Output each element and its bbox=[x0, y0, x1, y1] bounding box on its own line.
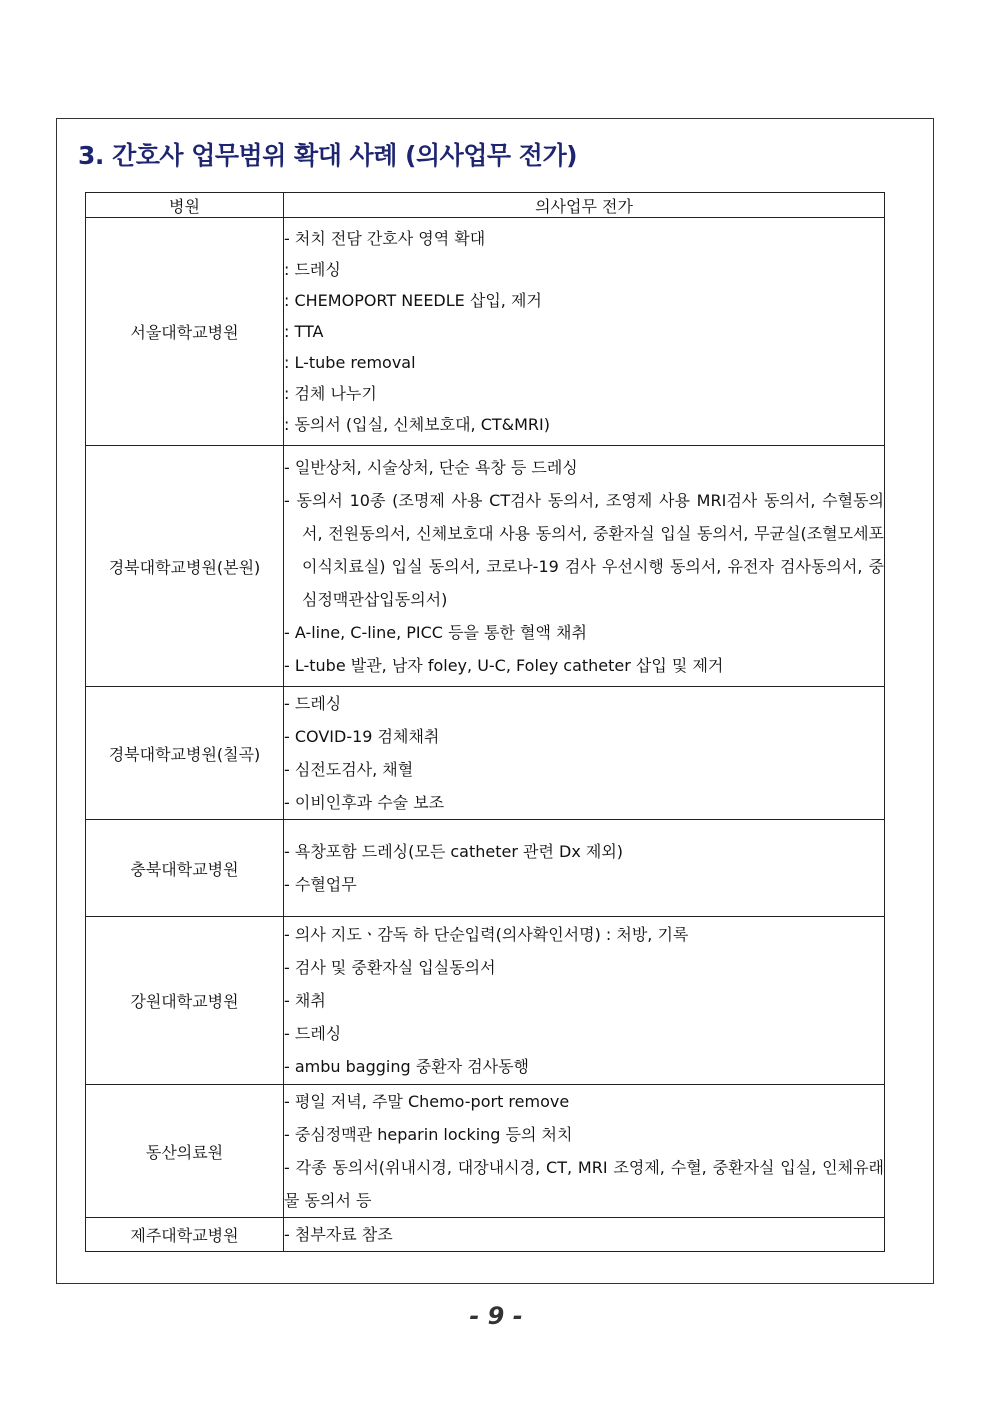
list-item: : CHEMOPORT NEEDLE 삽입, 제거 bbox=[284, 291, 542, 310]
section-heading: 3. 간호사 업무범위 확대 사례 (의사업무 전가) bbox=[78, 141, 578, 170]
table-row bbox=[86, 446, 885, 687]
list-item: - 동의서 10종 (조명제 사용 CT검사 동의서, 조영제 사용 MRI검사 동의서, 수혈동의서, 전원동의서, 신체보호대 사용 동의서, 중환자실 입실 동의서, 무균실(조혈모세포이식치료실) 입실 동의서, 코로나-19 검사 우선시행 동의서, 유전자 검사동의서, 중심정맥관삽입동의서) bbox=[284, 490, 884, 609]
hospital-name: 경북대학교병원(칠곡) bbox=[86, 687, 284, 820]
list-item: - 평일 저녁, 주말 Chemo-port remove bbox=[284, 1092, 570, 1111]
list-item: - 이비인후과 수술 보조 bbox=[284, 793, 445, 812]
list-item: - A-line, C-line, PICC 등을 통한 혈액 채취 bbox=[284, 622, 587, 642]
hospital-name: 제주대학교병원 bbox=[86, 1218, 284, 1252]
task-list bbox=[284, 446, 885, 687]
list-item: - 의사 지도ㆍ감독 하 단순입력(의사확인서명) : 처방, 기록 bbox=[284, 925, 689, 944]
list-item: - 처치 전담 간호사 영역 확대 bbox=[284, 229, 486, 248]
list-item: : L-tube removal bbox=[284, 353, 416, 372]
list-item: - 심전도검사, 채혈 bbox=[284, 760, 414, 779]
table-row bbox=[86, 687, 885, 820]
list-item: - 욕창포함 드레싱(모든 catheter 관련 Dx 제외) bbox=[284, 842, 624, 861]
list-item: : 드레싱 bbox=[284, 260, 341, 279]
hospital-name: 서울대학교병원 bbox=[86, 218, 284, 446]
list-item: - 첨부자료 참조 bbox=[284, 1224, 393, 1244]
table-row bbox=[86, 218, 885, 446]
list-item: - COVID-19 검체채취 bbox=[284, 727, 440, 746]
task-list bbox=[284, 687, 885, 820]
table-row bbox=[86, 820, 885, 917]
list-item: - 일반상처, 시술상처, 단순 욕창 등 드레싱 bbox=[284, 457, 578, 477]
table-header-row bbox=[86, 193, 885, 218]
table-row bbox=[86, 1085, 885, 1218]
list-item: - 드레싱 bbox=[284, 1024, 342, 1043]
hospital-name: 경북대학교병원(본원) bbox=[86, 446, 284, 687]
task-list bbox=[284, 1218, 885, 1252]
list-item: - 드레싱 bbox=[284, 694, 342, 713]
hospital-name: 강원대학교병원 bbox=[86, 917, 284, 1085]
column-header-hospital: 병원 bbox=[86, 193, 284, 218]
hospital-name: 충북대학교병원 bbox=[86, 820, 284, 917]
task-list bbox=[284, 218, 885, 446]
table-row bbox=[86, 917, 885, 1085]
table-row bbox=[86, 1218, 885, 1252]
list-item: - 검사 및 중환자실 입실동의서 bbox=[284, 958, 496, 977]
list-item: - L-tube 발관, 남자 foley, U-C, Foley catheter 삽입 및 제거 bbox=[284, 655, 724, 675]
hospital-cases-table bbox=[85, 192, 885, 1252]
list-item: : 동의서 (입실, 신체보호대, CT&MRI) bbox=[284, 415, 551, 434]
hospital-name: 동산의료원 bbox=[86, 1085, 284, 1218]
task-list bbox=[284, 917, 885, 1085]
list-item: - 중심정맥관 heparin locking 등의 처치 bbox=[284, 1125, 573, 1144]
list-item: : 검체 나누기 bbox=[284, 384, 377, 403]
list-item: - 채취 bbox=[284, 991, 326, 1010]
page-number: - 9 - bbox=[469, 1302, 523, 1330]
task-list bbox=[284, 1085, 885, 1218]
list-item: - 수혈업무 bbox=[284, 875, 357, 894]
list-item: - ambu bagging 중환자 검사동행 bbox=[284, 1057, 530, 1076]
list-item: - 각종 동의서(위내시경, 대장내시경, CT, MRI 조영제, 수혈, 중환자실 입실, 인체유래물 동의서 등 bbox=[284, 1158, 884, 1210]
task-list bbox=[284, 820, 885, 917]
list-item: : TTA bbox=[284, 322, 324, 341]
column-header-tasks: 의사업무 전가 bbox=[284, 193, 885, 218]
